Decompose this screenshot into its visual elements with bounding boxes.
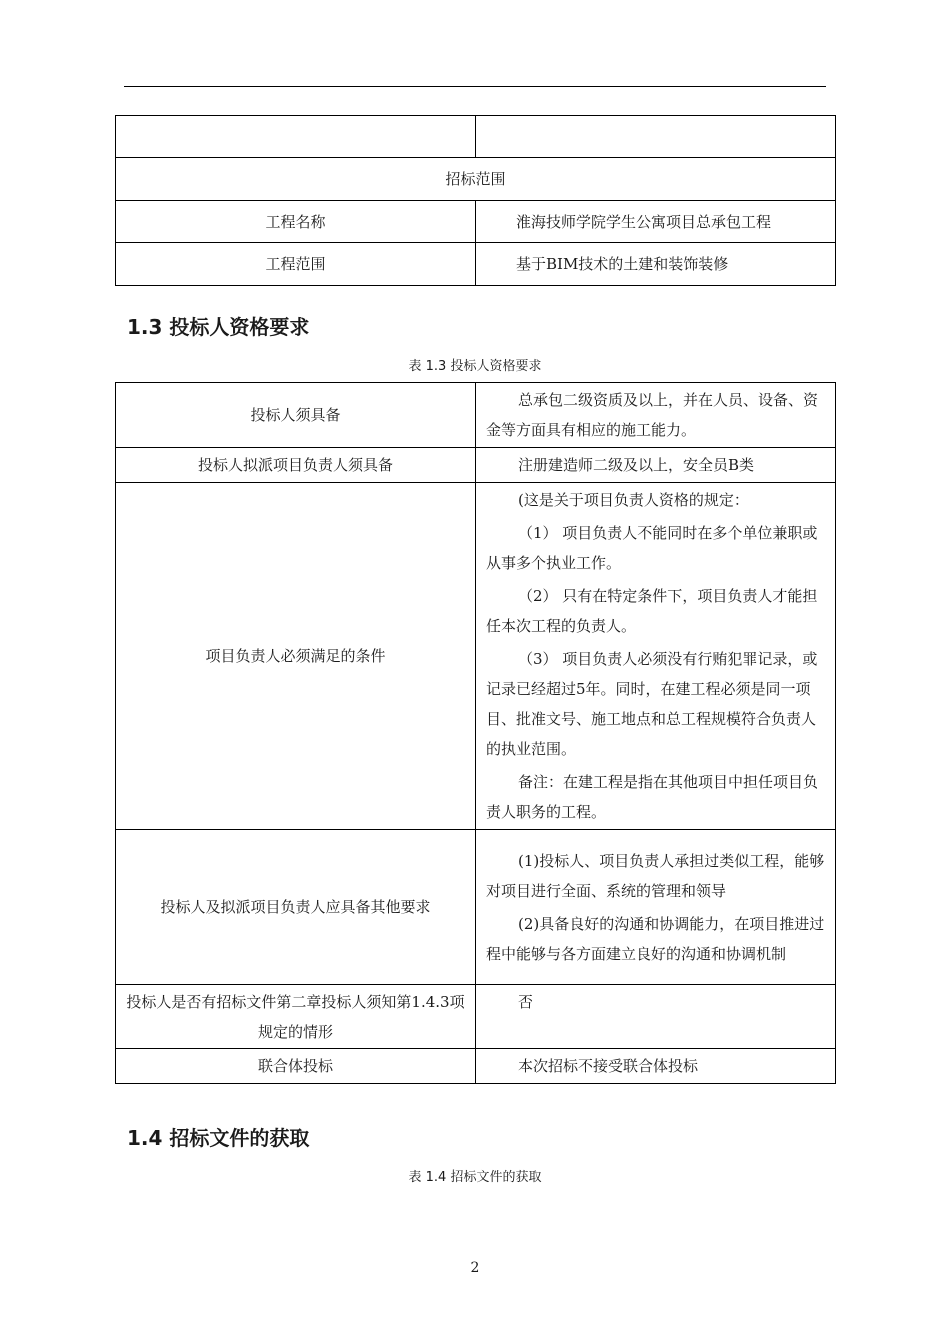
table-row <box>116 985 836 1049</box>
project-name-value: 淮海技师学院学生公寓项目总承包工程 <box>476 201 836 243</box>
row-value <box>476 448 836 483</box>
row-label: 投标人是否有招标文件第二章投标人须知第1.4.3项规定的情形 <box>116 985 476 1049</box>
value-paragraph: （3） 项目负责人必须没有行贿犯罪记录，或记录已经超过5年。同时，在建工程必须是同一项目、批准文号、施工地点和总工程规模符合负责人的执业范围。 <box>486 650 818 758</box>
row-value <box>476 383 836 448</box>
table-cell-empty <box>476 116 836 158</box>
table-row <box>116 116 836 158</box>
qualification-table <box>115 382 836 1084</box>
project-scope-table <box>115 115 836 286</box>
section-heading-1-4: 1.4 招标文件的获取 <box>127 1126 310 1150</box>
row-label: 项目负责人必须满足的条件 <box>116 483 476 830</box>
table-row <box>116 1049 836 1084</box>
value-paragraph: (这是关于项目负责人资格的规定： <box>518 491 749 509</box>
value-paragraph: 总承包二级资质及以上，并在人员、设备、资金等方面具有相应的施工能力。 <box>486 391 819 439</box>
page-number: 2 <box>470 1260 480 1276</box>
scope-section-title: 招标范围 <box>116 158 836 201</box>
value-paragraph: 备注：在建工程是指在其他项目中担任项目负责人职务的工程。 <box>486 773 819 821</box>
value-paragraph: (1)投标人、项目负责人承担过类似工程，能够对项目进行全面、系统的管理和领导 <box>486 851 825 900</box>
value-paragraph: (2)具备良好的沟通和协调能力，在项目推进过程中能够与各方面建立良好的沟通和协调机制 <box>486 914 825 963</box>
table-cell-empty <box>116 116 476 158</box>
project-name-label: 工程名称 <box>116 201 476 243</box>
table-row <box>116 201 836 243</box>
project-scope-label: 工程范围 <box>116 243 476 286</box>
table-row <box>116 383 836 448</box>
value-paragraph: 注册建造师二级及以上，安全员B类 <box>518 456 755 474</box>
value-paragraph: （1） 项目负责人不能同时在多个单位兼职或从事多个执业工作。 <box>486 524 818 572</box>
header-rule <box>124 86 826 87</box>
row-label: 投标人须具备 <box>116 383 476 448</box>
value-paragraph: 否 <box>518 993 534 1011</box>
section-heading-1-3: 1.3 投标人资格要求 <box>127 315 310 339</box>
row-value <box>476 483 836 830</box>
table-row <box>116 483 836 830</box>
table-row <box>116 830 836 985</box>
value-paragraph: 本次招标不接受联合体投标 <box>518 1057 699 1075</box>
row-value <box>476 1049 836 1084</box>
table-caption-1-4: 表 1.4 招标文件的获取 <box>408 1170 542 1185</box>
value-paragraph: （2） 只有在特定条件下，项目负责人才能担任本次工程的负责人。 <box>486 587 818 635</box>
table-row <box>116 448 836 483</box>
row-value <box>476 985 836 1049</box>
table-caption-1-3: 表 1.3 投标人资格要求 <box>408 359 542 374</box>
project-scope-value: 基于BIM技术的土建和装饰装修 <box>476 243 836 286</box>
row-value <box>476 830 836 985</box>
row-label: 投标人及拟派项目负责人应具备其他要求 <box>116 830 476 985</box>
row-label: 联合体投标 <box>116 1049 476 1084</box>
row-label: 投标人拟派项目负责人须具备 <box>116 448 476 483</box>
table-row <box>116 158 836 201</box>
table-row <box>116 243 836 286</box>
